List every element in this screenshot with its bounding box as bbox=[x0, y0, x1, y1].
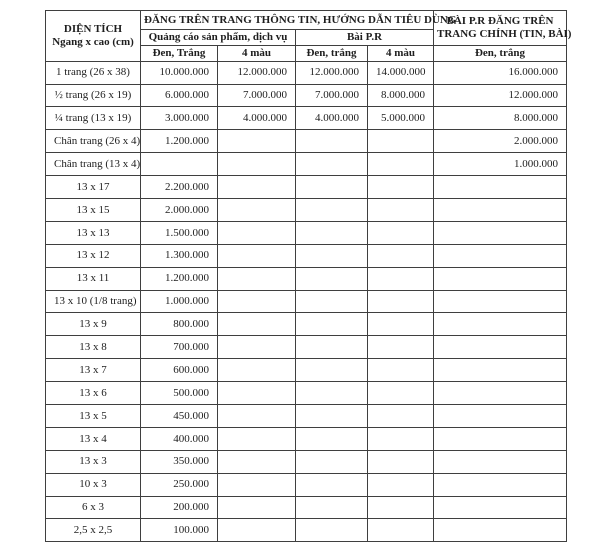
header-dien-tich-line2: Ngang x cao (cm) bbox=[52, 35, 134, 48]
price-cell bbox=[296, 290, 368, 313]
price-cell bbox=[218, 336, 296, 359]
price-cell bbox=[218, 290, 296, 313]
size-cell: 13 x 10 (1/8 trang) bbox=[46, 290, 141, 313]
price-cell bbox=[434, 176, 567, 199]
price-cell bbox=[296, 359, 368, 382]
price-cell bbox=[434, 405, 567, 428]
price-cell bbox=[434, 267, 567, 290]
table-row bbox=[46, 176, 567, 199]
price-cell bbox=[218, 359, 296, 382]
price-cell bbox=[296, 382, 368, 405]
header-qc-color: 4 màu bbox=[218, 45, 296, 61]
price-cell bbox=[368, 382, 434, 405]
price-cell bbox=[368, 290, 434, 313]
header-main-pr-line2: TRANG CHÍNH (TIN, BÀI) bbox=[437, 27, 572, 40]
price-cell bbox=[434, 198, 567, 221]
price-cell: 400.000 bbox=[141, 427, 218, 450]
price-cell: 600.000 bbox=[141, 359, 218, 382]
table-row bbox=[46, 359, 567, 382]
price-cell bbox=[368, 336, 434, 359]
price-cell: 8.000.000 bbox=[368, 84, 434, 107]
table-row bbox=[46, 61, 567, 84]
size-cell: 13 x 7 bbox=[46, 359, 141, 382]
price-cell bbox=[296, 313, 368, 336]
price-cell bbox=[296, 427, 368, 450]
header-row-1 bbox=[46, 11, 567, 30]
price-cell: 450.000 bbox=[141, 405, 218, 428]
price-cell bbox=[218, 382, 296, 405]
price-cell: 1.000.000 bbox=[141, 290, 218, 313]
table-row bbox=[46, 450, 567, 473]
price-cell bbox=[296, 130, 368, 153]
price-cell bbox=[368, 359, 434, 382]
price-cell: 2.200.000 bbox=[141, 176, 218, 199]
price-cell bbox=[368, 519, 434, 542]
table-header bbox=[46, 11, 572, 62]
price-cell bbox=[218, 405, 296, 428]
table-body bbox=[46, 61, 567, 542]
price-cell bbox=[218, 153, 296, 176]
price-cell: 10.000.000 bbox=[141, 61, 218, 84]
table-row bbox=[46, 336, 567, 359]
price-cell bbox=[218, 496, 296, 519]
price-cell bbox=[296, 176, 368, 199]
price-cell: 350.000 bbox=[141, 450, 218, 473]
price-cell bbox=[368, 221, 434, 244]
price-cell: 3.000.000 bbox=[141, 107, 218, 130]
price-cell: 1.000.000 bbox=[434, 153, 567, 176]
price-cell: 1.200.000 bbox=[141, 267, 218, 290]
table-row bbox=[46, 244, 567, 267]
size-cell: 6 x 3 bbox=[46, 496, 141, 519]
price-cell: 12.000.000 bbox=[296, 61, 368, 84]
price-cell: 100.000 bbox=[141, 519, 218, 542]
header-main-pr bbox=[434, 11, 572, 46]
price-cell bbox=[218, 473, 296, 496]
price-cell bbox=[368, 176, 434, 199]
header-qc-bw: Đen, Trắng bbox=[141, 45, 218, 61]
price-cell bbox=[434, 450, 567, 473]
header-pr-color: 4 màu bbox=[368, 45, 434, 61]
table-row bbox=[46, 290, 567, 313]
table-row bbox=[46, 198, 567, 221]
table-row bbox=[46, 496, 567, 519]
price-cell: 12.000.000 bbox=[434, 84, 567, 107]
price-cell bbox=[368, 473, 434, 496]
price-cell bbox=[218, 221, 296, 244]
table-row bbox=[46, 313, 567, 336]
price-cell bbox=[434, 336, 567, 359]
size-cell: 13 x 15 bbox=[46, 198, 141, 221]
table-row bbox=[46, 427, 567, 450]
price-cell bbox=[218, 427, 296, 450]
price-cell: 200.000 bbox=[141, 496, 218, 519]
price-cell: 7.000.000 bbox=[218, 84, 296, 107]
price-cell: 1.500.000 bbox=[141, 221, 218, 244]
price-cell bbox=[296, 405, 368, 428]
header-pr-bw: Đen, trắng bbox=[296, 45, 368, 61]
table-row bbox=[46, 221, 567, 244]
price-cell: 2.000.000 bbox=[141, 198, 218, 221]
price-cell bbox=[296, 198, 368, 221]
size-cell: 13 x 17 bbox=[46, 176, 141, 199]
price-cell: 250.000 bbox=[141, 473, 218, 496]
price-cell bbox=[296, 336, 368, 359]
header-dien-tich bbox=[46, 11, 141, 62]
price-cell bbox=[368, 450, 434, 473]
price-cell bbox=[368, 313, 434, 336]
price-cell bbox=[218, 519, 296, 542]
table-row bbox=[46, 153, 567, 176]
price-cell: 7.000.000 bbox=[296, 84, 368, 107]
price-cell bbox=[368, 427, 434, 450]
size-cell: 1 trang (26 x 38) bbox=[46, 61, 141, 84]
price-cell bbox=[368, 198, 434, 221]
price-cell bbox=[296, 221, 368, 244]
table-row bbox=[46, 84, 567, 107]
price-cell bbox=[296, 519, 368, 542]
table-row bbox=[46, 405, 567, 428]
price-cell bbox=[218, 244, 296, 267]
price-cell bbox=[434, 221, 567, 244]
price-cell bbox=[218, 176, 296, 199]
table-row bbox=[46, 107, 567, 130]
size-cell: 13 x 13 bbox=[46, 221, 141, 244]
price-cell bbox=[434, 427, 567, 450]
table-row bbox=[46, 473, 567, 496]
price-cell: 5.000.000 bbox=[368, 107, 434, 130]
price-cell bbox=[141, 153, 218, 176]
price-cell bbox=[296, 267, 368, 290]
price-cell: 700.000 bbox=[141, 336, 218, 359]
price-cell: 8.000.000 bbox=[434, 107, 567, 130]
price-cell: 14.000.000 bbox=[368, 61, 434, 84]
price-cell bbox=[218, 130, 296, 153]
price-cell bbox=[434, 313, 567, 336]
price-cell bbox=[434, 359, 567, 382]
price-cell: 1.200.000 bbox=[141, 130, 218, 153]
header-group-bai-pr: Bài P.R bbox=[296, 30, 434, 46]
size-cell: 13 x 8 bbox=[46, 336, 141, 359]
size-cell: ¼ trang (13 x 19) bbox=[46, 107, 141, 130]
size-cell: 13 x 9 bbox=[46, 313, 141, 336]
price-cell bbox=[434, 473, 567, 496]
size-cell: ½ trang (26 x 19) bbox=[46, 84, 141, 107]
size-cell: Chân trang (26 x 4) bbox=[46, 130, 141, 153]
table-row bbox=[46, 130, 567, 153]
size-cell: 13 x 11 bbox=[46, 267, 141, 290]
price-cell bbox=[368, 153, 434, 176]
size-cell: Chân trang (13 x 4) bbox=[46, 153, 141, 176]
price-cell: 6.000.000 bbox=[141, 84, 218, 107]
price-cell bbox=[368, 405, 434, 428]
price-cell bbox=[296, 153, 368, 176]
header-group-quang-cao: Quảng cáo sản phẩm, dịch vụ bbox=[141, 30, 296, 46]
price-cell bbox=[368, 130, 434, 153]
size-cell: 13 x 6 bbox=[46, 382, 141, 405]
price-cell bbox=[218, 313, 296, 336]
ad-price-table bbox=[45, 10, 572, 542]
price-cell: 4.000.000 bbox=[296, 107, 368, 130]
size-cell: 13 x 3 bbox=[46, 450, 141, 473]
price-cell bbox=[434, 382, 567, 405]
price-cell: 2.000.000 bbox=[434, 130, 567, 153]
price-cell: 16.000.000 bbox=[434, 61, 567, 84]
table-row bbox=[46, 382, 567, 405]
header-main-bw: Đen, trắng bbox=[434, 45, 567, 61]
price-cell bbox=[434, 290, 567, 313]
size-cell: 2,5 x 2,5 bbox=[46, 519, 141, 542]
price-cell bbox=[296, 496, 368, 519]
price-cell bbox=[434, 244, 567, 267]
price-cell bbox=[368, 244, 434, 267]
table-row bbox=[46, 519, 567, 542]
header-dien-tich-line1: DIỆN TÍCH bbox=[63, 23, 123, 36]
price-cell: 12.000.000 bbox=[218, 61, 296, 84]
price-cell bbox=[368, 496, 434, 519]
price-cell bbox=[296, 450, 368, 473]
price-cell bbox=[296, 473, 368, 496]
price-cell bbox=[218, 267, 296, 290]
price-cell: 800.000 bbox=[141, 313, 218, 336]
size-cell: 13 x 4 bbox=[46, 427, 141, 450]
price-cell bbox=[434, 496, 567, 519]
price-cell: 4.000.000 bbox=[218, 107, 296, 130]
size-cell: 13 x 5 bbox=[46, 405, 141, 428]
price-cell: 1.300.000 bbox=[141, 244, 218, 267]
header-group-main: ĐĂNG TRÊN TRANG THÔNG TIN, HƯỚNG DẪN TIÊU DÙNG bbox=[141, 11, 434, 30]
price-cell bbox=[296, 244, 368, 267]
size-cell: 13 x 12 bbox=[46, 244, 141, 267]
price-cell bbox=[218, 198, 296, 221]
price-cell: 500.000 bbox=[141, 382, 218, 405]
table-row bbox=[46, 267, 567, 290]
header-main-pr-line1: BÀI P.R ĐĂNG TRÊN bbox=[446, 15, 554, 28]
size-cell: 10 x 3 bbox=[46, 473, 141, 496]
price-cell bbox=[218, 450, 296, 473]
price-cell bbox=[368, 267, 434, 290]
price-cell bbox=[434, 519, 567, 542]
